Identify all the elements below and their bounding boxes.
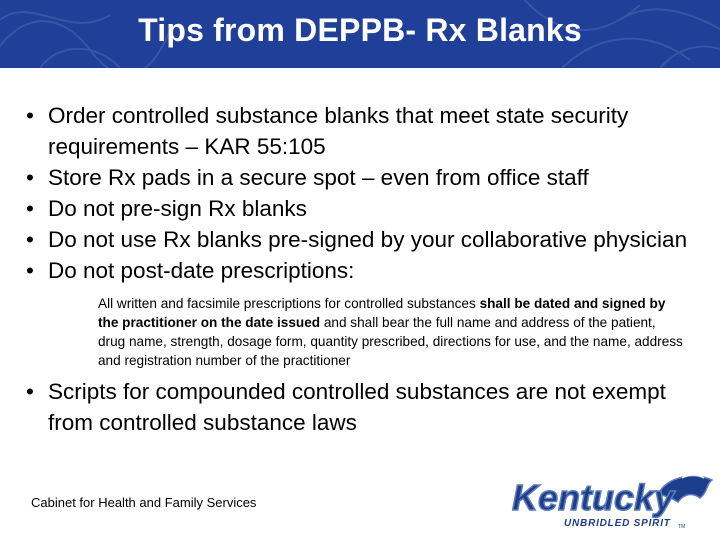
note-text: and shall bear the full name and address of the patient, drug name, strength, dosage form, quantity prescribed, directions for use, and the name, address and registration number of the practitioner [98, 315, 683, 368]
page-title: Tips from DEPPB- Rx Blanks [138, 12, 582, 48]
logo-tagline: UNBRIDLED SPIRIT [564, 518, 671, 529]
logo-trademark: TM [678, 524, 686, 530]
note-emphasis: shall be dated and signed by the practitioner on the date issued [98, 296, 666, 330]
bullet-list-top [26, 100, 706, 286]
bullet-item [26, 193, 706, 224]
slide-body [26, 100, 706, 438]
title-bar [0, 0, 720, 68]
bullet-icon: • [26, 103, 34, 128]
bullet-item [26, 376, 706, 438]
bullet-icon: • [26, 165, 34, 190]
footer-agency: Cabinet for Health and Family Services [31, 495, 257, 510]
note-text: All written and facsimile prescriptions for controlled substances [98, 296, 480, 311]
bullet-text: Order controlled substance blanks that meet state security requirements – KAR 55:105 [48, 103, 629, 159]
bullet-icon: • [26, 379, 34, 404]
bullet-icon: • [26, 227, 34, 252]
bullet-text: Store Rx pads in a secure spot – even from office staff [48, 165, 589, 190]
prescription-rule-note [98, 294, 683, 370]
bullet-item [26, 255, 706, 286]
bullet-text: Do not use Rx blanks pre-signed by your collaborative physician [48, 227, 688, 252]
bullet-text: Scripts for compounded controlled substances are not exempt from controlled substance laws [48, 379, 666, 435]
bullet-list-bottom [26, 376, 706, 438]
bullet-text: Do not post-date prescriptions: [48, 258, 355, 283]
bullet-icon: • [26, 258, 34, 283]
logo-word: Kentucky [512, 477, 675, 518]
bullet-item [26, 100, 706, 162]
bullet-icon: • [26, 196, 34, 221]
bullet-item [26, 162, 706, 193]
bullet-text: Do not pre-sign Rx blanks [48, 196, 307, 221]
kentucky-logo [508, 472, 716, 534]
bullet-item [26, 224, 706, 255]
